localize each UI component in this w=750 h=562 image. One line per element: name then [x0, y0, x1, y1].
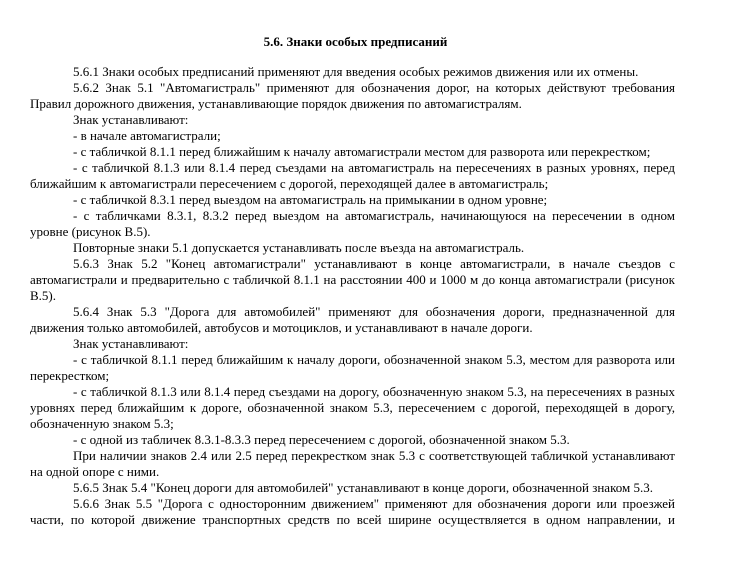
section-title: 5.6. Знаки особых предписаний: [263, 34, 448, 49]
paragraph-5-6-1: 5.6.1 Знаки особых предписаний применяют для введения особых режимов движения или их отмены.: [73, 64, 639, 79]
document-page: [30, 0, 675, 528]
paragraph-5-6-4: 5.6.4 Знак 5.3 "Дорога для автомобилей" применяют для обозначения дороги, предназначенной для движения только автомобилей, автобусов и мотоциклов, и устанавливают в начале дороги.: [30, 304, 675, 335]
paragraph-5-6-2: 5.6.2 Знак 5.1 "Автомагистраль" применяют для обозначения дорог, на которых действуют требования Правил дорожного движения, устанавливающие порядок движения по автомагистралям.: [30, 80, 675, 111]
list-item: - с табличкой 8.1.3 или 8.1.4 перед съездами на автомагистраль на пересечениях в разных уровнях, перед ближайшим к автомагистрали пересечением с дорогой, переходящей далее в автомагистраль;: [30, 160, 675, 191]
list-item: - с табличками 8.3.1, 8.3.2 перед выездом на автомагистраль, начинающуюся на пересечении в одном уровне (рисунок В.5).: [30, 208, 675, 239]
paragraph-5-6-3: 5.6.3 Знак 5.2 "Конец автомагистрали" устанавливают в конце автомагистрали, в начале съездов с автомагистрали и предварительно с табличкой 8.1.1 на расстоянии 400 и 1000 м до конца автомагистрали (рисунок В.5).: [30, 256, 675, 303]
list-item: - с одной из табличек 8.3.1-8.3.3 перед пересечением с дорогой, обозначенной знаком 5.3.: [73, 432, 570, 447]
paragraph-install-heading: Знак устанавливают:: [73, 336, 189, 351]
paragraph-signs-2-4-2-5: При наличии знаков 2.4 или 2.5 перед перекрестком знак 5.3 с соответствующей табличкой устанавливают на одной опоре с ними.: [30, 448, 675, 479]
list-item: - с табличкой 8.1.1 перед ближайшим к началу дороги, обозначенной знаком 5.3, местом для разворота или перекрестком;: [30, 352, 675, 383]
list-item: - с табличкой 8.1.1 перед ближайшим к началу автомагистрали местом для разворота или перекрестком;: [73, 144, 651, 159]
list-item: - с табличкой 8.3.1 перед выездом на автомагистраль на примыкании в одном уровне;: [73, 192, 548, 207]
paragraph-5-6-6: 5.6.6 Знак 5.5 "Дорога с односторонним движением" применяют для обозначения дороги или проезжей части, по которой движение транспортных средств по всей ширине осуществляется в одном направлении, и: [30, 496, 675, 527]
list-item: - в начале автомагистрали;: [73, 128, 221, 143]
paragraph-repeat-signs: Повторные знаки 5.1 допускается устанавливать после въезда на автомагистраль.: [73, 240, 525, 255]
paragraph-5-6-5: 5.6.5 Знак 5.4 "Конец дороги для автомобилей" устанавливают в конце дороги, обозначенной знаком 5.3.: [73, 480, 653, 495]
paragraph-install-heading: Знак устанавливают:: [73, 112, 189, 127]
list-item: - с табличкой 8.1.3 или 8.1.4 перед съездами на дорогу, обозначенную знаком 5.3, на пересечениях в разных уровнях перед ближайшим к дороге, обозначенной знаком 5.3, пересечением с дорогой, переходящей в дорогу, обозначенную знаком 5.3;: [30, 384, 675, 431]
